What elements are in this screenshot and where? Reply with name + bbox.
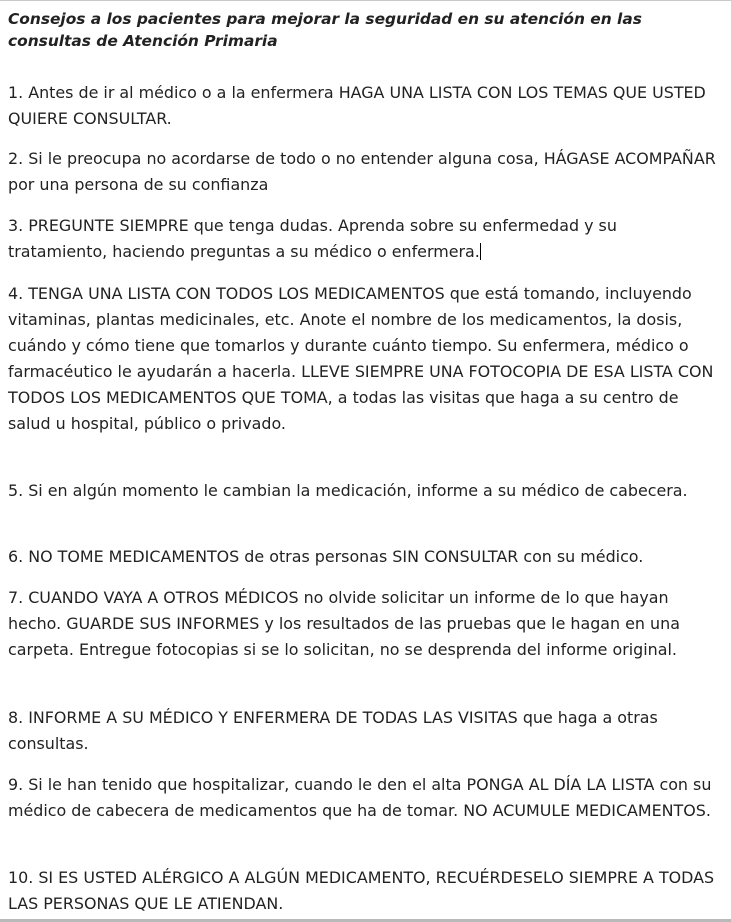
advice-item-9: 9. Si le han tenido que hospitalizar, cuando le den el alta PONGA AL DÍA LA LISTA con su médico de cabecera de medicamentos que ha de tomar. NO ACUMULE MEDICAMENTOS.	[8, 775, 712, 820]
advice-item-1: 1. Antes de ir al médico o a la enfermera HAGA UNA LISTA CON LOS TEMAS QUE USTED QUIERE CONSULTAR.	[8, 83, 706, 128]
advice-item-8: 8. INFORME A SU MÉDICO Y ENFERMERA DE TODAS LAS VISITAS que haga a otras consultas.	[8, 708, 658, 753]
document-title: Consejos a los pacientes para mejorar la seguridad en su atención en las consultas de Atención Primaria	[8, 10, 642, 50]
advice-item-2: 2. Si le preocupa no acordarse de todo o no entender alguna cosa, HÁGASE ACOMPAÑAR por una persona de su confianza	[8, 149, 716, 194]
advice-item-6: 6. NO TOME MEDICAMENTOS de otras personas SIN CONSULTAR con su médico.	[8, 547, 644, 566]
advice-item-7: 7. CUANDO VAYA A OTROS MÉDICOS no olvide solicitar un informe de lo que hayan hecho. GUARDE SUS INFORMES y los resultados de las pruebas que le hagan en una carpeta. Entregue fotocopias si se lo solicitan, no se desprenda del informe original.	[8, 588, 680, 659]
text-cursor	[480, 243, 481, 260]
advice-item-5: 5. Si en algún momento le cambian la medicación, informe a su médico de cabecera.	[8, 481, 688, 500]
advice-item-10: 10. SI ES USTED ALÉRGICO A ALGÚN MEDICAMENTO, RECUÉRDESELO SIEMPRE A TODAS LAS PERSONAS QUE LE ATIENDAN.	[8, 868, 715, 913]
advice-item-3-text: 3. PREGUNTE SIEMPRE que tenga dudas. Aprenda sobre su enfermedad y su tratamiento, haciendo preguntas a su médico o enfermera.	[8, 216, 617, 261]
advice-item-4: 4. TENGA UNA LISTA CON TODOS LOS MEDICAMENTOS que está tomando, incluyendo vitaminas, plantas medicinales, etc. Anote el nombre de los medicamentos, la dosis, cuándo y cómo tiene que tomarlos y durante cuánto tiempo. Su enfermera, médico o farmacéutico le ayudarán a hacerla. LLEVE SIEMPRE UNA FOTOCOPIA DE ESA LISTA CON TODOS LOS MEDICAMENTOS QUE TOMA, a todas las visitas que haga a su centro de salud u hospital, público o privado.	[8, 284, 714, 433]
advice-item-3	[8, 213, 720, 265]
